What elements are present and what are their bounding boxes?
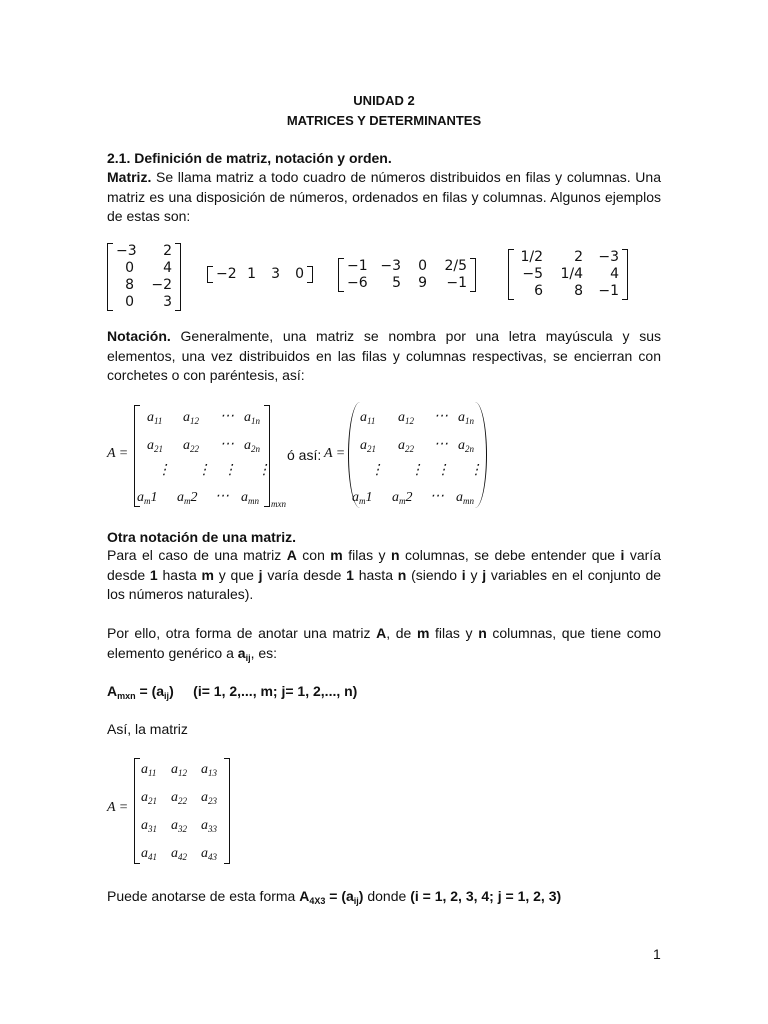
- right-bracket: [264, 405, 270, 507]
- matrix-entry: 5: [392, 275, 401, 291]
- other-notation-paragraph: Para el caso de una matriz A con m filas y n columnas, se debe entender que i varía desde 1 hasta m y que j varía desde 1 hasta n (siendo i y j variables en el conjunto de los números naturales).: [107, 547, 662, 602]
- example-matrix-4x2: [107, 243, 181, 311]
- matrix-entry: −5: [522, 266, 543, 282]
- right-bracket: [470, 258, 476, 292]
- matrix-entry: 0: [295, 266, 304, 282]
- matrix-entry: 3: [163, 294, 172, 310]
- matrix-entry: 2: [574, 249, 583, 265]
- matrix-entry: −6: [347, 275, 368, 291]
- matrix-entry: 0: [125, 260, 134, 276]
- matrix-entry: 4: [163, 260, 172, 276]
- generic-matrix-4x3: A = $a_{11}$ $a_{12}$ $a_{13}$ $a_{21}$ $a_{22}$ $a_{23}$ $a_{31}$ $a_{32}$ $a_{33}$ $a_{41}$ $a_{42}$ $a_{43}$: [107, 756, 237, 868]
- final-sentence: Puede anotarse de esta forma $A_{4X3} = (a_{ij})$ donde (i = 1, 2, 3, 4; j = 1, 2, 3): [107, 888, 562, 906]
- other-notation-heading: Otra notación de una matriz.: [107, 529, 297, 545]
- matrix-entry: −1: [446, 275, 467, 291]
- matrix-entry: 1: [247, 266, 256, 282]
- notation-text: Generalmente, una matriz se nombra por una letra mayúscula y sus elementos, una vez distribuidos en las filas y columnas respectivas, se encierran con corchetes o con paréntesis, así:: [107, 328, 661, 383]
- thus-label: Así, la matriz: [107, 721, 188, 737]
- matrix-entry: −3: [598, 249, 619, 265]
- matrix-entry: 2: [163, 243, 172, 259]
- matrix-entry: 1/4: [560, 266, 583, 282]
- or-label: ó así:: [287, 447, 322, 463]
- example-matrix-3x3: [508, 249, 628, 300]
- page-number: 1: [653, 946, 661, 962]
- chapter-title: MATRICES Y DETERMINANTES: [286, 113, 482, 128]
- matrix-entry: 8: [125, 277, 134, 293]
- generic-element-paragraph: Por ello, otra forma de anotar una matriz A, de m filas y n columnas, que tiene como elemento genérico a $a_{ij}$, es:: [107, 625, 662, 663]
- matrix-entry: 4: [610, 266, 619, 282]
- matrix-entry: −1: [598, 283, 619, 299]
- definition-text: Se llama matriz a todo cuadro de números distribuidos en filas y columnas. Una matriz es una disposición de números, ordenados en filas y columnas. Algunos ejemplos de estas son:: [107, 169, 661, 224]
- right-bracket: [175, 243, 181, 311]
- matrix-entry: 6: [534, 283, 543, 299]
- matrix-entry: 9: [418, 275, 427, 291]
- order-label: mxn: [271, 499, 286, 509]
- definition-label: Matriz.: [107, 169, 152, 185]
- section-heading: 2.1. Definición de matriz, notación y orden.: [107, 150, 392, 166]
- generic-formula: $A_{mxn} = (a_{ij})$ (i= 1, 2,..., m; j= 1, 2,..., n): [107, 683, 358, 701]
- right-bracket: [307, 266, 313, 283]
- matrix-entry: 2/5: [444, 258, 467, 274]
- matrix-entry: −2: [151, 277, 172, 293]
- matrix-name: A =: [324, 446, 346, 461]
- matrix-grid: [344, 258, 470, 292]
- matrix-name: A =: [107, 446, 129, 461]
- matrix-grid: [113, 243, 175, 311]
- definition-paragraph: [107, 168, 661, 227]
- notation-paragraph: [107, 327, 661, 386]
- right-parenthesis: [474, 402, 487, 508]
- matrix-entry: 3: [271, 266, 280, 282]
- generic-matrix-brackets: A = $a_{11}$ $a_{12}$ ⋯ $a_{1n}$ $a_{21}$ $a_{22}$ ⋯ $a_{2n}$ ⋮ ⋮ ⋮ ⋮ $a_m1$ $a_m2$ ⋯ $a_{mn}$ mxn: [107, 402, 287, 512]
- matrix-entry: 8: [574, 283, 583, 299]
- matrix-entry: 1/2: [520, 249, 543, 265]
- right-bracket: [622, 249, 628, 300]
- example-matrix-1x4: [207, 266, 313, 283]
- matrix-name: A =: [107, 800, 129, 815]
- left-bracket: [134, 758, 140, 864]
- notation-label: Notación.: [107, 328, 171, 344]
- matrix-grid: [514, 249, 622, 300]
- matrix-grid: [213, 266, 307, 283]
- matrix-entry: −3: [380, 258, 401, 274]
- generic-matrix-parentheses: A = $a_{11}$ $a_{12}$ ⋯ $a_{1n}$ $a_{21}$ $a_{22}$ ⋯ $a_{2n}$ ⋮ ⋮ ⋮ ⋮ $a_m1$ $a_m2$ ⋯ $a_{mn}$: [324, 402, 494, 512]
- matrix-entry: −2: [216, 266, 237, 282]
- unit-title: UNIDAD 2: [353, 93, 415, 108]
- right-bracket: [224, 758, 230, 864]
- matrix-entry: 0: [125, 294, 134, 310]
- matrix-entry: 0: [418, 258, 427, 274]
- matrix-entry: −3: [116, 243, 137, 259]
- example-matrix-2x4: [338, 258, 476, 292]
- matrix-entry: −1: [347, 258, 368, 274]
